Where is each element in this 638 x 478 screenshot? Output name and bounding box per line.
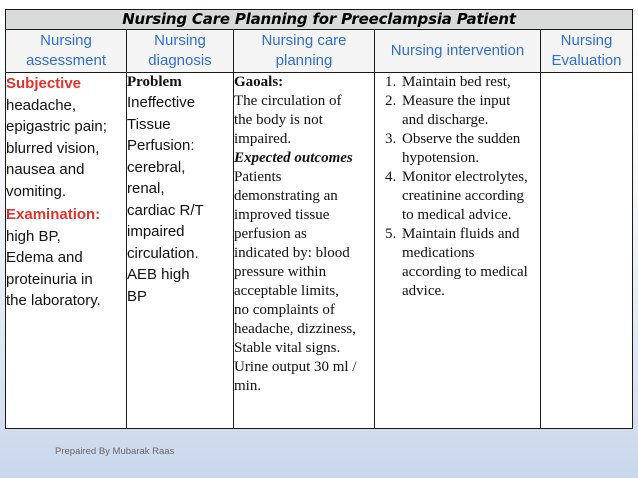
table-title: Nursing Care Planning for Preeclampsia Patient: [6, 10, 633, 30]
subjective-line: vomiting.: [6, 182, 67, 200]
subjective-line: epigastric pain;: [6, 118, 107, 135]
intervention-line: according to medical: [402, 264, 528, 280]
intervention-line: 2. Measure the input: [402, 93, 511, 109]
outcomes-line: min.: [234, 378, 262, 394]
header-row: [6, 30, 633, 73]
examination-line: the laboratory.: [6, 292, 101, 309]
goals-line: impaired.: [234, 131, 292, 147]
diagnosis-line: Tissue: [127, 115, 171, 133]
intervention-line: 4. Monitor electrolytes,: [402, 169, 528, 185]
goals-label: Gaoals:: [234, 74, 284, 90]
examination-line: Edema and: [6, 249, 83, 266]
diagnosis-line: renal,: [127, 180, 165, 197]
diagnosis-line: BP: [127, 287, 148, 305]
outcomes-line: Patients: [234, 169, 282, 185]
diagnosis-line: impaired: [127, 223, 185, 240]
planning-cell: [234, 73, 375, 429]
problem-label: Problem: [127, 74, 182, 90]
intervention-line: to medical advice.: [402, 207, 512, 223]
outcomes-line: acceptable limits,: [234, 283, 339, 299]
diagnosis-line: cerebral,: [127, 158, 186, 176]
examination-line: high BP,: [6, 227, 61, 245]
intervention-line: 1. Maintain bed rest,: [402, 74, 511, 90]
outcomes-line: pressure within: [234, 264, 327, 280]
outcomes-line: improved tissue: [234, 207, 330, 223]
goals-line: The circulation of: [234, 93, 342, 109]
intervention-line: 3. Observe the sudden: [402, 131, 521, 147]
header-intervention: Nursing intervention: [375, 30, 541, 73]
intervention-list: [375, 73, 540, 301]
intervention-item: [400, 92, 540, 130]
outcomes-line: headache, dizziness,: [234, 321, 357, 337]
header-diagnosis: Nursing diagnosis: [127, 30, 234, 73]
goals-line: the body is not: [234, 112, 323, 128]
subjective-label: Subjective: [6, 75, 82, 92]
subjective-line: nausea and: [6, 161, 85, 178]
care-plan-table: [5, 9, 633, 429]
subjective-line: headache,: [6, 96, 77, 114]
outcomes-line: demonstrating an: [234, 188, 338, 204]
intervention-line: medications: [402, 245, 475, 261]
footer-credit: Prepaired By Mubarak Raas: [55, 446, 175, 457]
diagnosis-cell: [127, 73, 234, 429]
outcomes-line: perfusion as: [234, 226, 307, 242]
examination-line: proteinuria in: [6, 270, 93, 288]
header-assessment: Nursing assessment: [6, 30, 127, 73]
diagnosis-line: cardiac R/T: [127, 201, 204, 219]
intervention-item: [400, 168, 540, 225]
header-evaluation: Nursing Evaluation: [541, 30, 633, 73]
outcomes-line: indicated by: blood: [234, 245, 350, 261]
intervention-line: advice.: [402, 283, 445, 299]
intervention-line: creatinine according: [402, 188, 525, 204]
diagnosis-line: Ineffective: [127, 94, 196, 111]
intervention-line: hypotension.: [402, 150, 480, 166]
outcomes-label: Expected outcomes: [234, 150, 353, 166]
examination-label: Examination:: [6, 206, 101, 223]
diagnosis-line: Perfusion:: [127, 137, 195, 154]
intervention-line: and discharge.: [402, 112, 489, 128]
intervention-item: [400, 225, 540, 301]
diagnosis-line: AEB high: [127, 266, 190, 283]
header-planning: Nursing care planning: [234, 30, 375, 73]
outcomes-line: Urine output 30 ml /: [234, 359, 357, 375]
assessment-cell: [6, 73, 127, 429]
intervention-line: 5. Maintain fluids and: [402, 226, 520, 242]
intervention-item: [400, 130, 540, 168]
evaluation-cell: [541, 73, 633, 429]
intervention-cell: [375, 73, 541, 429]
subjective-line: blurred vision,: [6, 139, 100, 157]
intervention-item: [400, 73, 540, 92]
outcomes-line: Stable vital signs.: [234, 340, 341, 356]
diagnosis-line: circulation.: [127, 244, 199, 262]
outcomes-line: no complaints of: [234, 302, 335, 318]
body-row: [6, 73, 633, 429]
